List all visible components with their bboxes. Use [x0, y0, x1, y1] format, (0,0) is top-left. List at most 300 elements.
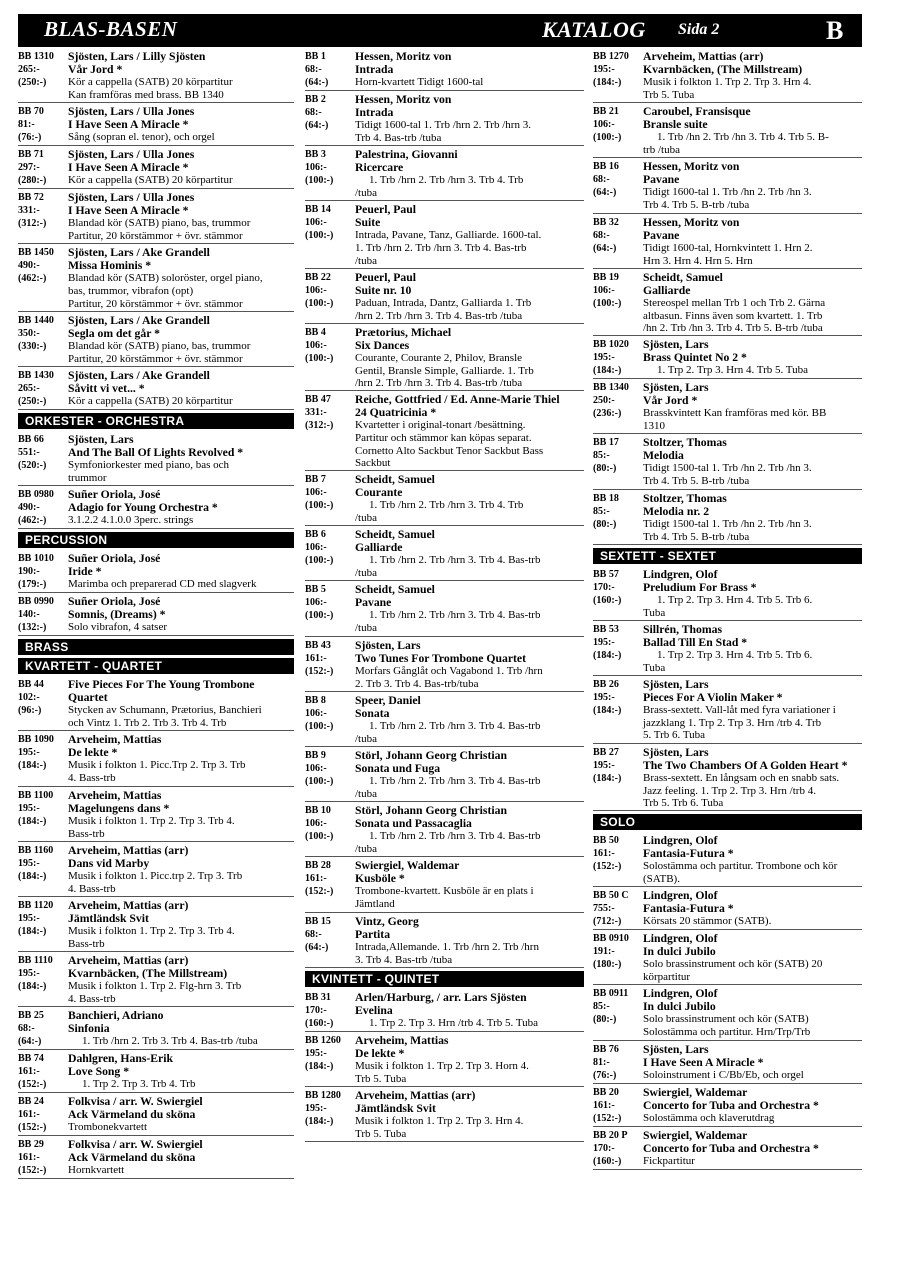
catalog-entry	[593, 566, 862, 621]
entry-description: 1. Trb /hrn 2. Trb /hrn 3. Trb 4. Trb	[369, 174, 524, 187]
entry-line	[18, 217, 294, 230]
work-title: Iride *	[68, 565, 102, 579]
spacer	[305, 1073, 355, 1085]
work-title: Evelina	[355, 1003, 393, 1017]
catalog-entry	[18, 146, 294, 189]
entry-line	[593, 284, 862, 297]
entry-line	[18, 1138, 294, 1151]
composer-name: Sjösten, Lars	[643, 745, 709, 759]
item-price: 85:-	[593, 505, 610, 517]
item-code: BB 1270	[593, 51, 629, 62]
entry-description: jazzklang 1. Trp 2. Trp 3. Hrn /trb 4. Trb	[643, 717, 822, 730]
spacer	[305, 445, 355, 457]
catalog-entry	[18, 103, 294, 146]
entry-description: /hrn 2. Trb /hrn 3. Trb 4. Bas-trb /tuba	[355, 377, 523, 390]
member-price: (312:-)	[305, 420, 334, 432]
entry-line	[18, 746, 294, 759]
entry-line	[305, 1034, 584, 1047]
item-price: 755:-	[593, 903, 615, 915]
catalog-entry	[305, 692, 584, 747]
entry-line	[593, 971, 862, 983]
catalog-entry	[305, 324, 584, 391]
work-title: Magelungens dans *	[68, 801, 170, 815]
item-price: 195:-	[18, 747, 40, 759]
entry-line	[18, 870, 294, 883]
entry-line	[593, 987, 862, 1000]
entry-description: Solo brassinstrument och kör (SATB)	[643, 1013, 809, 1026]
member-price: (100:-)	[305, 831, 334, 843]
entry-line	[593, 310, 862, 322]
entry-description: Trb 5. Tuba	[355, 1072, 407, 1085]
entry-line	[593, 242, 862, 255]
member-price: (236:-)	[593, 408, 622, 420]
composer-name: Peuerl, Paul	[355, 270, 417, 284]
spacer	[18, 353, 68, 365]
entry-line	[593, 271, 862, 284]
catalog-entry	[18, 48, 294, 103]
entry-line	[593, 797, 862, 809]
entry-description: Stereospel mellan Trb 1 och Trb 2. Gärna	[643, 296, 826, 309]
item-code: BB 1160	[18, 844, 54, 856]
spacer	[305, 678, 355, 690]
entry-description: Bass-trb	[68, 938, 105, 951]
entry-line	[305, 326, 584, 339]
item-price: 68:-	[18, 1023, 35, 1035]
entry-description: Solostämma och partitur. Trombone och kör	[643, 860, 838, 873]
catalog-entry	[593, 985, 862, 1040]
entry-line	[305, 941, 584, 954]
entry-line	[305, 1128, 584, 1140]
item-price: 490:-	[18, 260, 40, 272]
catalog-entry	[305, 637, 584, 692]
entry-line	[305, 284, 584, 297]
member-price: (80:-)	[593, 518, 617, 530]
entry-line	[18, 174, 294, 187]
work-title: Ack Värmeland du sköna	[68, 1108, 196, 1122]
item-code: BB 53	[593, 624, 619, 636]
entry-line	[593, 381, 862, 394]
entry-line	[18, 704, 294, 717]
item-code: BB 0980	[18, 489, 54, 501]
entry-line	[593, 505, 862, 518]
catalog-entry	[593, 434, 862, 489]
entry-line	[305, 1004, 584, 1017]
entry-line	[18, 1052, 294, 1065]
work-title: Six Dances	[355, 339, 410, 353]
entry-line	[18, 50, 294, 63]
entry-line	[593, 144, 862, 156]
composer-name: Speer, Daniel	[355, 693, 421, 707]
entry-line	[305, 817, 584, 830]
entry-line	[18, 802, 294, 815]
item-price: 68:-	[593, 229, 610, 241]
catalog-entry	[305, 857, 584, 912]
item-code: BB 74	[18, 1053, 44, 1065]
entry-description: /tuba	[355, 254, 377, 267]
entry-line	[593, 1142, 862, 1155]
composer-name: Scheidt, Samuel	[643, 270, 723, 284]
entry-line	[593, 63, 862, 76]
item-price: 106:-	[305, 217, 327, 229]
composer-name: Sjösten, Lars / Ulla Jones	[68, 148, 195, 162]
entry-line	[18, 488, 294, 501]
work-title: Segla om det går *	[68, 326, 160, 340]
member-price: (80:-)	[593, 463, 617, 475]
catalog-entry	[18, 787, 294, 842]
member-price: (160:-)	[305, 1017, 334, 1029]
work-title: I Have Seen A Miracle *	[68, 204, 189, 218]
entry-description: /tuba	[355, 512, 377, 525]
entry-line	[593, 834, 862, 847]
entry-line	[18, 514, 294, 527]
item-code: BB 28	[305, 860, 331, 872]
composer-name: Arveheim, Mattias (arr)	[68, 954, 189, 968]
member-price: (184:-)	[305, 1116, 334, 1128]
entry-line	[305, 775, 584, 788]
composer-name: Hessen, Moritz von	[355, 93, 452, 106]
catalog-entry	[18, 1136, 294, 1179]
item-code: BB 17	[593, 437, 619, 449]
entry-line	[305, 652, 584, 665]
spacer	[305, 898, 355, 910]
composer-name: Banchieri, Adriano	[68, 1009, 164, 1023]
entry-line	[305, 1073, 584, 1085]
item-code: BB 1	[305, 51, 326, 62]
entry-line	[18, 1151, 294, 1164]
entry-line	[18, 1121, 294, 1134]
member-price: (100:-)	[593, 132, 622, 144]
member-price: (96:-)	[18, 705, 42, 717]
entry-line	[18, 565, 294, 578]
entry-description: 1. Trp 2. Trp 3. Trb 4. Trb	[82, 1078, 196, 1091]
catalog-entry	[305, 989, 584, 1032]
catalog-entry	[18, 189, 294, 244]
work-title: Suite nr. 10	[355, 283, 412, 297]
entry-line	[593, 364, 862, 377]
entry-line	[593, 902, 862, 915]
entry-line	[18, 1095, 294, 1108]
member-price: (64:-)	[305, 77, 329, 88]
entry-description: Kvartetter i original-tonart /besättning.	[355, 419, 526, 432]
composer-name: Sjösten, Lars	[643, 338, 709, 352]
entry-line	[305, 161, 584, 174]
item-code: BB 1110	[18, 955, 53, 967]
work-title: Brass Quintet No 2 *	[643, 351, 747, 365]
section-heading: BRASS	[18, 639, 294, 655]
item-code: BB 43	[305, 639, 331, 651]
entry-line	[593, 475, 862, 487]
catalog-entry	[593, 887, 862, 930]
entry-description: Musik i folkton 1. Trp 2. Trp 3. Hrn 4.	[643, 76, 812, 88]
entry-line	[305, 622, 584, 634]
catalog-header	[18, 14, 862, 47]
spacer	[18, 472, 68, 484]
spacer	[593, 475, 643, 487]
entry-description: Trb 4. Bas-trb /tuba	[355, 132, 442, 144]
work-title: Vår Jord *	[68, 63, 123, 76]
member-price: (64:-)	[593, 242, 617, 254]
member-price: (280:-)	[18, 175, 47, 187]
item-code: BB 9	[305, 750, 326, 762]
member-price: (100:-)	[305, 720, 334, 732]
work-title: Adagio for Young Orchestra *	[68, 501, 218, 515]
composer-name: Caroubel, Fransisque	[643, 105, 751, 119]
item-price: 490:-	[18, 502, 40, 514]
entry-description: 1. Trb /hrn 2. Trb /hrn 3. Trb 4. Bas-trb	[355, 242, 527, 255]
entry-description: Tidigt 1600-tal, Hornkvintett 1. Hrn 2.	[643, 241, 813, 254]
entry-line	[305, 528, 584, 541]
item-code: BB 20	[593, 1086, 619, 1098]
item-price: 191:-	[593, 946, 615, 958]
entry-description: Tuba	[643, 662, 666, 675]
item-code: BB 3	[305, 149, 326, 161]
member-price: (100:-)	[305, 776, 334, 788]
item-code: BB 20 P	[593, 1129, 628, 1141]
work-title: Pavane	[643, 173, 680, 187]
entry-line	[593, 1069, 862, 1082]
member-price: (100:-)	[305, 175, 334, 187]
member-price: (100:-)	[305, 230, 334, 242]
entry-description: Horn-kvartett Tidigt 1600-tal	[355, 76, 484, 88]
entry-line	[593, 255, 862, 267]
member-price: (100:-)	[593, 297, 622, 309]
entry-description: Partitur, 20 körstämmor + övr. stämmor	[68, 230, 243, 243]
spacer	[305, 567, 355, 579]
member-price: (179:-)	[18, 579, 47, 591]
entry-line	[593, 607, 862, 619]
entry-line	[305, 365, 584, 377]
catalog-entry	[305, 91, 584, 146]
member-price: (160:-)	[593, 594, 622, 606]
entry-line	[305, 733, 584, 745]
item-code: BB 1310	[18, 51, 54, 62]
composer-name: Hessen, Moritz von	[643, 215, 740, 229]
member-price: (462:-)	[18, 273, 47, 285]
spacer	[305, 512, 355, 524]
member-price: (184:-)	[18, 760, 47, 772]
entry-line	[305, 119, 584, 132]
entry-line	[305, 609, 584, 622]
catalog-entry	[18, 1050, 294, 1093]
entry-line	[18, 89, 294, 101]
composer-name: Sjösten, Lars	[643, 678, 709, 692]
entry-description: /hrn 2. Trb /hrn 3. Trb 4. Bas-trb /tuba	[355, 309, 523, 322]
entry-line	[18, 472, 294, 484]
entry-description: Trb 5. Tuba	[355, 1128, 407, 1141]
entry-line	[305, 271, 584, 284]
entry-line	[593, 1013, 862, 1026]
spacer	[18, 298, 68, 310]
entry-line	[18, 314, 294, 327]
item-price: 102:-	[18, 692, 40, 704]
composer-name: Sjösten, Lars / Ake Grandell	[68, 246, 210, 260]
item-code: BB 24	[18, 1096, 44, 1108]
entry-line	[18, 76, 294, 89]
composer-name: Peuerl, Paul	[355, 203, 417, 217]
member-price: (312:-)	[18, 218, 47, 230]
entry-description: 1. Trb /hrn 2. Trb /hrn 3. Trb 4. Bas-trb	[369, 719, 541, 732]
entry-line	[18, 148, 294, 161]
entry-description: Cornetto Alto Sackbut Tenor Sackbut Bass	[355, 444, 544, 457]
entry-line	[593, 322, 862, 334]
entry-description: 3. Trb 4. Bas-trb /tuba	[355, 953, 453, 966]
spacer	[305, 310, 355, 322]
member-price: (184:-)	[593, 365, 622, 377]
entry-description: Trb 5. Trb 6. Tuba	[643, 796, 724, 809]
member-price: (184:-)	[18, 870, 47, 882]
entry-description: Solo vibrafon, 4 satser	[68, 621, 167, 634]
catalog-entry	[593, 744, 862, 811]
entry-description: Brass-sextett. En långsam och en snabb sats.	[643, 771, 840, 784]
spacer	[305, 187, 355, 199]
entry-description: Solo brassinstrument och kör (SATB) 20	[643, 958, 823, 971]
item-price: 161:-	[305, 873, 327, 885]
entry-description: Partitur, 20 körstämmor + övr. stämmor	[68, 297, 243, 310]
item-code: BB 26	[593, 679, 619, 691]
catalog-entry	[305, 48, 584, 91]
entry-description: Tidigt 1600-tal 1. Trb /hrn 2. Trb /hrn 3.	[355, 119, 531, 131]
work-title: I Have Seen A Miracle *	[68, 161, 189, 175]
entry-line	[305, 915, 584, 928]
member-price: (64:-)	[305, 941, 329, 953]
item-code: BB 1450	[18, 247, 54, 259]
entry-line	[305, 583, 584, 596]
entry-line	[305, 148, 584, 161]
work-title: Fantasia-Futura *	[643, 902, 734, 916]
entry-line	[593, 531, 862, 543]
entry-line	[305, 554, 584, 567]
entry-description: Partitur och stämmor kan köpas separat.	[355, 432, 532, 445]
work-title: Concerto for Tuba and Orchestra *	[643, 1098, 819, 1112]
entry-line	[18, 161, 294, 174]
spacer	[305, 788, 355, 800]
entry-line	[18, 1078, 294, 1091]
item-code: BB 1340	[593, 382, 629, 394]
entry-line	[18, 883, 294, 895]
composer-name: Five Pieces For The Young Trombone	[68, 678, 255, 692]
entry-line	[593, 785, 862, 797]
entry-description: Hrn 3. Hrn 4. Hrn 5. Hrn	[643, 254, 753, 267]
entry-line	[305, 991, 584, 1004]
entry-description: Trombone-kvartett. Kusböle är en plats i	[355, 885, 534, 898]
work-title: Fantasia-Futura *	[643, 847, 734, 861]
entry-line	[305, 174, 584, 187]
entry-line	[593, 873, 862, 885]
entry-description: Blandad kör (SATB) soloröster, orgel piano,	[68, 272, 263, 285]
entry-line	[305, 242, 584, 254]
entry-description: Sång (sopran el. tenor), och orgel	[68, 131, 215, 144]
entry-description: Tidigt 1600-tal 1. Trb /hn 2. Trb /hn 3.	[643, 186, 812, 199]
spacer	[305, 1128, 355, 1140]
member-price: (152:-)	[18, 1079, 47, 1091]
item-price: 68:-	[305, 64, 322, 75]
entry-line	[18, 980, 294, 993]
entry-line	[305, 63, 584, 76]
spacer	[593, 420, 643, 432]
entry-description: Kör a cappella (SATB) 20 körpartitur	[68, 76, 233, 88]
item-price: 161:-	[18, 1109, 40, 1121]
entry-description: altbasun. Finns även som kvartett. 1. Trb	[643, 309, 823, 322]
work-title: Intrada	[355, 63, 394, 76]
entry-line	[593, 436, 862, 449]
item-price: 265:-	[18, 383, 40, 395]
item-code: BB 16	[593, 161, 619, 173]
entry-line	[593, 772, 862, 785]
entry-description: och Vintz 1. Trb 2. Trb 3. Trb 4. Trb	[68, 717, 227, 730]
entry-description: 1. Trb /hrn 2. Trb 3. Trb 4. Bas-trb /tuba	[82, 1035, 258, 1048]
entry-description: Musik i folkton 1. Trp 2. Trp 3. Trb 4.	[68, 925, 235, 938]
item-code: BB 0911	[593, 988, 629, 1000]
spacer	[18, 938, 68, 950]
composer-name: Arveheim, Mattias (arr)	[355, 1089, 476, 1103]
entry-line	[18, 1065, 294, 1078]
entry-line	[593, 1129, 862, 1142]
composer-name: Swiergiel, Waldemar	[643, 1085, 748, 1099]
item-code: BB 76	[593, 1043, 619, 1055]
entry-description: 5. Trb 6. Tuba	[643, 729, 706, 742]
spacer	[593, 662, 643, 674]
catalog-entry	[305, 1087, 584, 1142]
spacer	[593, 531, 643, 543]
catalog-entry	[593, 214, 862, 269]
catalog-entry	[18, 952, 294, 1007]
entry-line	[305, 457, 584, 469]
work-title: Sonata und Passacaglia	[355, 817, 472, 831]
section-letter: B	[826, 16, 844, 45]
entry-description: /tuba	[355, 843, 377, 856]
composer-name: Arveheim, Mattias (arr)	[643, 50, 764, 63]
catalog-entry	[18, 842, 294, 897]
entry-line	[305, 445, 584, 457]
entry-description: Musik i folkton 1. Picc.Trp 2. Trp 3. Trb	[68, 759, 246, 772]
member-price: (100:-)	[305, 353, 334, 365]
entry-line	[18, 678, 294, 691]
catalog-entry	[18, 897, 294, 952]
entry-line	[18, 395, 294, 408]
composer-name: Suñer Oriola, José	[68, 552, 161, 566]
member-price: (520:-)	[18, 460, 47, 472]
work-title: Partita	[355, 927, 391, 941]
item-price: 161:-	[18, 1152, 40, 1164]
entry-line	[18, 1108, 294, 1121]
composer-name: Arveheim, Mattias (arr)	[68, 899, 189, 913]
item-code: BB 14	[305, 204, 331, 216]
entry-line	[18, 285, 294, 297]
composer-name: Sjösten, Lars / Ake Grandell	[68, 369, 210, 383]
work-title: Sonata und Fuga	[355, 762, 441, 776]
composer-name: Lindgren, Olof	[643, 932, 718, 946]
composer-name: Sjösten, Lars / Ake Grandell	[68, 313, 210, 327]
item-code: BB 21	[593, 106, 619, 118]
item-code: BB 1100	[18, 789, 54, 801]
composer-name: Folkvisa / arr. W. Swiergiel	[68, 1095, 203, 1109]
work-title: 24 Quatricinia *	[355, 406, 437, 420]
member-price: (80:-)	[593, 1014, 617, 1026]
work-title: Courante	[355, 486, 403, 500]
work-title: Quartet	[68, 691, 108, 705]
work-title: In dulci Jubilo	[643, 1000, 716, 1014]
spacer	[305, 255, 355, 267]
work-title: Sinfonia	[68, 1022, 110, 1036]
catalog-entry	[305, 391, 584, 471]
item-code: BB 29	[18, 1139, 44, 1151]
entry-line	[593, 889, 862, 902]
item-price: 140:-	[18, 609, 40, 621]
entry-line	[593, 50, 862, 63]
member-price: (250:-)	[18, 396, 47, 408]
work-title: Two Tunes For Trombone Quartet	[355, 651, 526, 665]
section-heading: KVARTETT - QUARTET	[18, 658, 294, 674]
